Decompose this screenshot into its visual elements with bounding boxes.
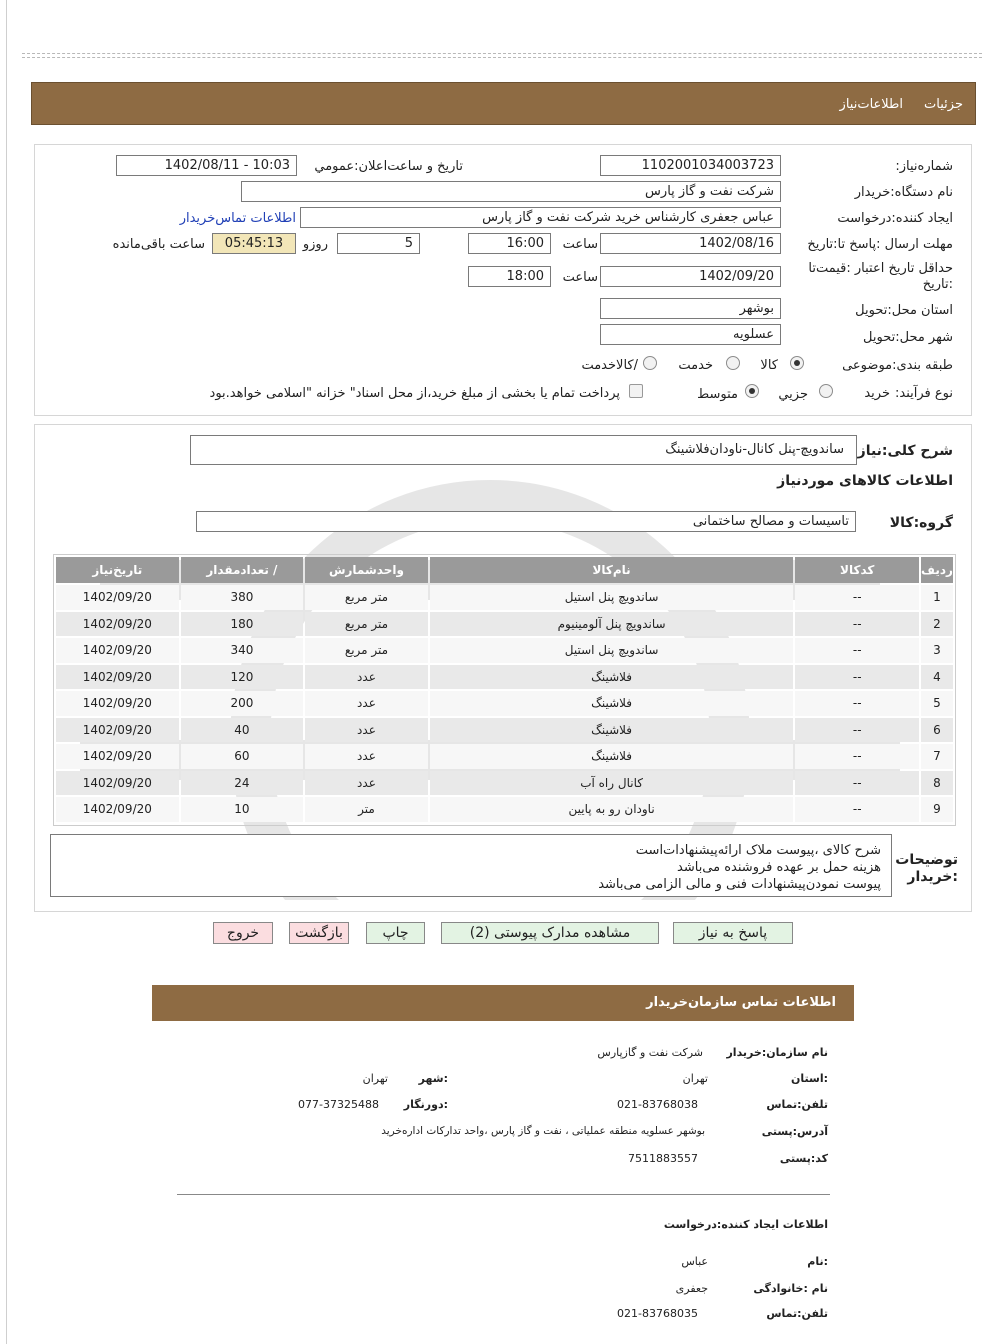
cell-row: 4 (921, 665, 953, 690)
validity-date-field: 1402/09/20 (600, 266, 781, 287)
cell-row: 5 (921, 691, 953, 716)
category-option-goods-service: /کالاخدمت (581, 358, 638, 373)
buyer-notes-label-2: :خریدار (907, 869, 958, 885)
validity-time-label: ساعت (562, 270, 598, 285)
creator-phone-label: تلفن:تماس (766, 1307, 828, 1320)
table-row (56, 585, 953, 610)
announce-label: تاریخ و ساعت‌اعلان‌:عمومي (314, 159, 463, 174)
cell-name: کانال راه آب (430, 771, 794, 796)
cell-date: 1402/09/20 (56, 797, 179, 822)
cell-name: ساندویچ پنل آلومینیوم (430, 612, 794, 637)
table-row (56, 691, 953, 716)
cell-row: 9 (921, 797, 953, 822)
need-number-label: شماره‌نیاز: (895, 159, 953, 174)
process-option-minor: جزیي (778, 387, 808, 402)
col-item-code: کدکالا (795, 557, 919, 583)
contact-banner (152, 985, 854, 1021)
process-radio-medium[interactable] (745, 384, 759, 398)
buyer-label: نام دستگاه‌:خریدار (854, 185, 953, 200)
treasury-payment-text: پرداخت تمام یا بخشی از مبلغ خرید،از محل اسناد" خزانه "اسلامی خواهد.بود (209, 386, 620, 401)
cell-date: 1402/09/20 (56, 744, 179, 769)
cell-code: -- (795, 797, 919, 822)
group-label: گروه:کالا (889, 515, 953, 531)
creator-family-label: نام :خانوادگی (753, 1282, 828, 1295)
city-contact-value: تهران (362, 1072, 388, 1085)
exit-button[interactable]: خروج (213, 922, 273, 944)
validity-label-2: :تاریخ (922, 277, 953, 292)
cell-qty: 60 (181, 744, 304, 769)
category-radio-goods[interactable] (790, 356, 804, 370)
buyer-note-line: شرح کالای ،پیوست ملاک ارائه‌پیشنهادات‌است (635, 843, 881, 858)
fax-value: 077-37325488 (298, 1098, 379, 1111)
buyer-note-line: هزینه حمل بر عهده فروشنده می‌باشد (677, 860, 881, 875)
cell-name: ساندویچ پنل استیل (430, 585, 794, 610)
goods-info-heading: اطلاعات کالاهای موردنیاز (777, 473, 953, 489)
table-row (56, 771, 953, 796)
cell-qty: 24 (181, 771, 304, 796)
cell-date: 1402/09/20 (56, 638, 179, 663)
table-row (56, 744, 953, 769)
deadline-time-label: ساعت (562, 237, 598, 252)
deadline-time-field: 16:00 (468, 233, 551, 254)
cell-unit: عدد (305, 718, 428, 743)
summary-label: شرح کلی:نیاز (857, 443, 953, 459)
days-label: روزو (302, 237, 328, 252)
cell-unit: متر مربع (305, 638, 428, 663)
deadline-date-field: 1402/08/16 (600, 233, 781, 254)
col-quantity: / تعدادمقدار (181, 557, 304, 583)
table-header-row (56, 557, 953, 583)
deadline-label: مهلت ارسال :پاسخ تا‌:تاریخ (807, 237, 953, 252)
fax-label: :دورنگار (403, 1098, 448, 1111)
days-field: 5 (337, 233, 420, 254)
table-row (56, 718, 953, 743)
cell-code: -- (795, 691, 919, 716)
group-field: تاسیسات و مصالح ساختمانی (196, 511, 856, 532)
category-label: طبقه بندی‌:موضوعی (842, 358, 953, 373)
cell-date: 1402/09/20 (56, 691, 179, 716)
cell-code: -- (795, 771, 919, 796)
province-label: استان محل‌:تحویل (855, 303, 953, 318)
cell-unit: عدد (305, 691, 428, 716)
cell-date: 1402/09/20 (56, 665, 179, 690)
category-radio-goods-service[interactable] (643, 356, 657, 370)
contact-divider (177, 1194, 830, 1195)
cell-unit: متر مربع (305, 612, 428, 637)
table-row (56, 797, 953, 822)
creator-info-title: اطلاعات ایجاد کننده:درخواست (663, 1218, 828, 1231)
cell-date: 1402/09/20 (56, 771, 179, 796)
province-field: بوشهر (600, 298, 781, 319)
buyer-contact-link[interactable]: اطلاعات تماس‌خریدار (179, 211, 296, 226)
need-number-field: 1102001034003723 (600, 155, 781, 176)
tab-details[interactable]: جزئیات (924, 97, 963, 112)
org-label: نام سازمان:خریدار (726, 1046, 828, 1059)
cell-code: -- (795, 612, 919, 637)
cell-qty: 40 (181, 718, 304, 743)
city-field: عسلویه (600, 324, 781, 345)
table-row (56, 665, 953, 690)
cell-name: فلاشینگ (430, 691, 794, 716)
process-radio-minor[interactable] (819, 384, 833, 398)
reply-button[interactable]: پاسخ به نیاز (673, 922, 793, 944)
cell-unit: متر (305, 797, 428, 822)
col-unit: واحدشمارش (305, 557, 428, 583)
remaining-label: ساعت باقی‌مانده (112, 237, 205, 252)
postal-value: 7511883557 (628, 1152, 698, 1165)
cell-qty: 380 (181, 585, 304, 610)
cell-name: ساندویچ پنل استیل (430, 638, 794, 663)
cell-code: -- (795, 665, 919, 690)
cell-name: فلاشینگ (430, 718, 794, 743)
process-buy: خرید (864, 386, 890, 401)
province-contact-value: تهران (682, 1072, 708, 1085)
cell-name: فلاشینگ (430, 744, 794, 769)
col-row-number: ردیف (921, 557, 953, 583)
postal-label: کد:پستی (779, 1152, 828, 1165)
validity-label: حداقل تاریخ اعتبار :قیمت‌تا (808, 261, 953, 276)
cell-qty: 120 (181, 665, 304, 690)
details-banner (31, 82, 976, 125)
address-value: بوشهر عسلویه منطقه عملیاتی ، نفت و گاز پارس ،واحد تدارکات اداره‌خرید (381, 1125, 705, 1137)
table-row (56, 638, 953, 663)
creator-name-value: عباس (681, 1255, 708, 1268)
items-table (54, 555, 955, 824)
col-item-name: نام‌کالا (430, 557, 794, 583)
remaining-time: 05:45:13 (212, 233, 296, 254)
phone-value: 021-83768038 (617, 1098, 698, 1111)
cell-row: 6 (921, 718, 953, 743)
validity-time-field: 18:00 (468, 266, 551, 287)
top-divider (22, 53, 982, 58)
cell-qty: 340 (181, 638, 304, 663)
cell-code: -- (795, 718, 919, 743)
cell-unit: عدد (305, 744, 428, 769)
cell-row: 8 (921, 771, 953, 796)
org-value: شرکت نفت و گاز‌پارس (597, 1046, 703, 1059)
buyer-note-line: پیوست نمودن‌پیشنهادات فنی و مالی الزامی می‌باشد (598, 877, 881, 892)
contact-banner-title: اطلاعات تماس سازمان‌خریدار (646, 995, 836, 1010)
print-button[interactable]: چاپ (366, 922, 425, 944)
cell-row: 2 (921, 612, 953, 637)
cell-code: -- (795, 744, 919, 769)
announce-field: 1402/08/11 - 10:03 (116, 155, 297, 176)
col-need-date: تاریخ‌نیاز (56, 557, 179, 583)
cell-unit: عدد (305, 665, 428, 690)
cell-row: 3 (921, 638, 953, 663)
phone-label: تلفن:تماس (766, 1098, 828, 1111)
left-border-line (6, 0, 7, 1344)
category-option-service: خدمت (678, 358, 713, 373)
cell-qty: 200 (181, 691, 304, 716)
creator-family-value: جعفری (675, 1282, 708, 1295)
attachments-button[interactable]: مشاهده مدارک پیوستی (2) (441, 922, 659, 944)
city-contact-label: :شهر (418, 1072, 448, 1085)
category-radio-service[interactable] (726, 356, 740, 370)
buyer-field: شرکت نفت و گاز پارس (241, 181, 781, 202)
tab-need-info[interactable]: اطلاعات‌نیاز (839, 97, 903, 112)
city-label: شهر محل‌:تحویل (863, 330, 953, 345)
buyer-notes-label: توضیحات (895, 852, 958, 868)
creator-name-label: :نام (807, 1255, 828, 1268)
buyer-notes-box (50, 834, 892, 897)
province-contact-label: :استان (791, 1072, 828, 1085)
cell-date: 1402/09/20 (56, 585, 179, 610)
cell-row: 1 (921, 585, 953, 610)
back-button[interactable]: بازگشت (289, 922, 349, 944)
cell-qty: 10 (181, 797, 304, 822)
process-label: نوع فرآیند: (895, 386, 953, 401)
cell-unit: عدد (305, 771, 428, 796)
category-option-goods: کالا (760, 358, 778, 373)
table-row (56, 612, 953, 637)
cell-row: 7 (921, 744, 953, 769)
address-label: آدرس:پستی (761, 1125, 828, 1138)
cell-code: -- (795, 585, 919, 610)
items-table-frame (53, 554, 956, 826)
process-option-medium: متوسط (697, 387, 738, 402)
cell-name: فلاشینگ (430, 665, 794, 690)
creator-label: ایجاد کننده‌:درخواست (837, 211, 953, 226)
summary-field: ساندویچ-پنل کانال-ناودان‌فلاشینگ (190, 435, 857, 465)
cell-date: 1402/09/20 (56, 718, 179, 743)
treasury-payment-checkbox[interactable] (629, 384, 643, 398)
cell-name: ناودان رو به پایین (430, 797, 794, 822)
creator-field: عباس جعفری کارشناس خرید شرکت نفت و گاز پارس (300, 207, 781, 228)
cell-code: -- (795, 638, 919, 663)
cell-date: 1402/09/20 (56, 612, 179, 637)
cell-unit: متر مربع (305, 585, 428, 610)
cell-qty: 180 (181, 612, 304, 637)
creator-phone-value: 021-83768035 (617, 1307, 698, 1320)
